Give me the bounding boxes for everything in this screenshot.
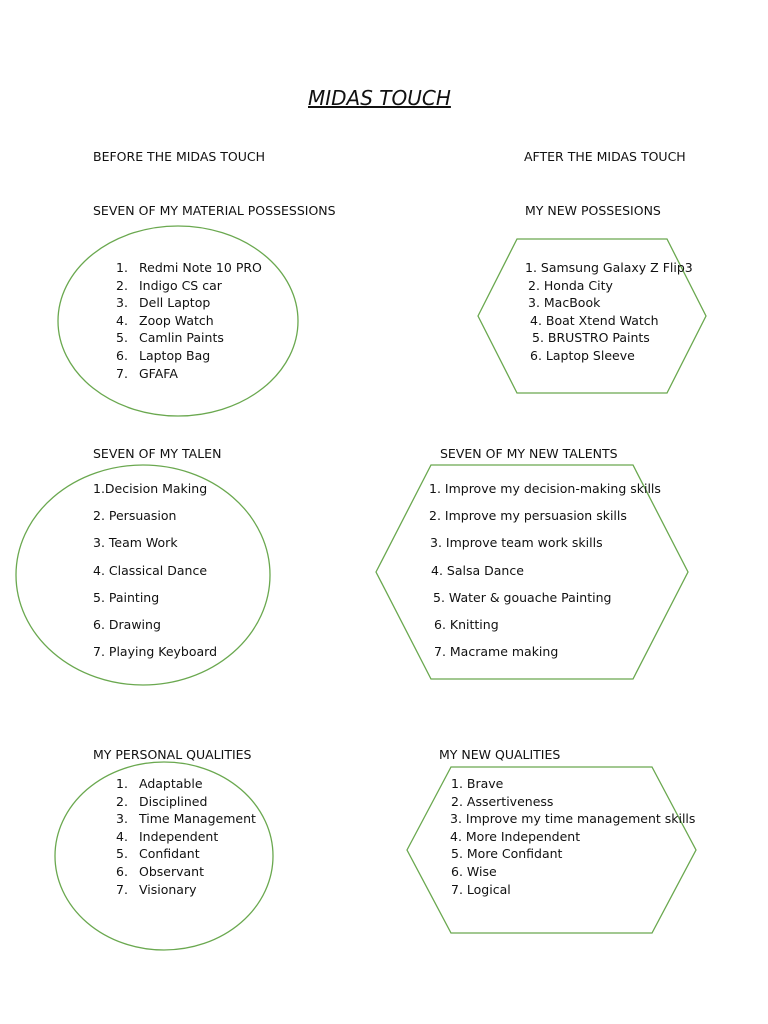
list-item-text: Laptop Bag xyxy=(139,347,211,363)
list-number: 6. xyxy=(116,863,128,879)
list-number: 4. xyxy=(116,828,128,844)
list-number: 1. xyxy=(116,260,128,275)
possessions-after-heading: MY NEW POSSESIONS xyxy=(525,203,661,218)
list-item xyxy=(429,475,661,502)
list-item-text: 3. Improve team work skills xyxy=(430,535,603,551)
list-item xyxy=(450,810,695,828)
list-item-text: 7. Logical xyxy=(451,881,511,897)
list-item xyxy=(93,502,217,529)
list-item-text: Indigo CS car xyxy=(139,277,222,293)
possessions-before-list xyxy=(116,259,262,382)
list-number: 3. xyxy=(116,811,128,827)
list-item-text: 3. MacBook xyxy=(528,295,601,311)
list-item xyxy=(116,347,262,365)
list-item xyxy=(116,863,256,881)
talents-before-list xyxy=(93,475,217,665)
list-item xyxy=(430,529,661,556)
list-item xyxy=(93,475,217,502)
list-item xyxy=(116,259,262,277)
list-item-text: Observant xyxy=(139,863,204,879)
list-number: 5. xyxy=(116,846,128,862)
list-item-text: Confidant xyxy=(139,846,200,862)
list-item-text: Visionary xyxy=(139,881,197,897)
list-item-text: 5. More Confidant xyxy=(451,846,563,862)
list-item-text: 1. Samsung Galaxy Z Flip3 xyxy=(525,260,693,275)
list-item xyxy=(116,365,262,383)
list-item xyxy=(530,312,693,330)
list-number: 2. xyxy=(116,277,128,293)
list-item xyxy=(451,881,695,899)
list-item-text: 2. Improve my persuasion skills xyxy=(429,508,627,524)
list-item xyxy=(450,828,695,846)
list-item xyxy=(116,294,262,312)
list-item xyxy=(116,277,262,295)
list-item-text: Dell Laptop xyxy=(139,295,211,311)
list-item-text: Adaptable xyxy=(139,776,203,791)
list-item-text: 2. Assertiveness xyxy=(451,793,554,809)
list-item-text: Time Management xyxy=(139,811,256,827)
list-item xyxy=(116,881,256,899)
list-item xyxy=(116,329,262,347)
list-item-text: 6. Drawing xyxy=(93,616,161,632)
talents-before-heading: SEVEN OF MY TALEN xyxy=(93,446,222,461)
list-item-text: 5. Painting xyxy=(93,589,160,605)
list-item xyxy=(93,557,217,584)
list-item-text: 4. Classical Dance xyxy=(93,562,208,578)
list-item xyxy=(93,638,217,665)
list-item xyxy=(116,828,256,846)
qualities-before-list xyxy=(116,775,256,898)
list-item xyxy=(116,810,256,828)
list-number: 7. xyxy=(116,365,128,381)
list-item-text: 5. Water & gouache Painting xyxy=(433,589,612,605)
list-item-text: 7. Playing Keyboard xyxy=(93,644,218,660)
list-number: 7. xyxy=(116,881,128,897)
list-number: 5. xyxy=(116,330,128,346)
list-item xyxy=(431,557,661,584)
list-item-text: 4. More Independent xyxy=(450,828,581,844)
list-item-text: 6. Knitting xyxy=(434,616,499,632)
list-number: 4. xyxy=(116,312,128,328)
list-number: 6. xyxy=(116,347,128,363)
list-item xyxy=(528,277,693,295)
list-item xyxy=(116,845,256,863)
list-item-text: 3. Improve my time management skills xyxy=(450,811,696,827)
list-item-text: Camlin Paints xyxy=(139,330,224,346)
list-number: 1. xyxy=(116,776,128,791)
list-item-text: 6. Wise xyxy=(451,863,497,879)
list-item xyxy=(116,793,256,811)
after-header: AFTER THE MIDAS TOUCH xyxy=(524,149,686,164)
list-number: 3. xyxy=(116,295,128,311)
list-item-text: Independent xyxy=(139,828,219,844)
list-item xyxy=(429,502,661,529)
list-item xyxy=(93,529,217,556)
list-item xyxy=(451,845,695,863)
list-item xyxy=(530,347,693,365)
list-number: 2. xyxy=(116,793,128,809)
list-item xyxy=(434,638,661,665)
list-item xyxy=(532,329,693,347)
talents-after-heading: SEVEN OF MY NEW TALENTS xyxy=(440,446,618,461)
qualities-after-list xyxy=(451,775,695,898)
list-item xyxy=(93,611,217,638)
list-item-text: 5. BRUSTRO Paints xyxy=(532,330,650,346)
list-item-text: 2. Honda City xyxy=(528,277,613,293)
list-item xyxy=(451,793,695,811)
possessions-before-heading: SEVEN OF MY MATERIAL POSSESSIONS xyxy=(93,203,336,218)
qualities-before-heading: MY PERSONAL QUALITIES xyxy=(93,747,252,762)
list-item-text: 1.Decision Making xyxy=(93,481,208,496)
qualities-after-heading: MY NEW QUALITIES xyxy=(439,747,561,762)
list-item xyxy=(116,312,262,330)
list-item xyxy=(434,611,661,638)
list-item-text: 2. Persuasion xyxy=(93,508,177,524)
list-item-text: Zoop Watch xyxy=(139,312,214,328)
list-item xyxy=(451,775,695,793)
list-item-text: 1. Improve my decision-making skills xyxy=(429,481,661,496)
list-item xyxy=(433,584,661,611)
list-item-text: 3. Team Work xyxy=(93,535,178,551)
before-header: BEFORE THE MIDAS TOUCH xyxy=(93,149,266,164)
list-item xyxy=(525,259,693,277)
list-item-text: 6. Laptop Sleeve xyxy=(530,347,635,363)
list-item-text: 7. Macrame making xyxy=(434,644,559,660)
talents-after-list xyxy=(429,475,661,665)
list-item-text: 1. Brave xyxy=(451,776,504,791)
list-item-text: GFAFA xyxy=(139,365,178,381)
possessions-after-list xyxy=(525,259,693,365)
list-item xyxy=(451,863,695,881)
list-item-text: 4. Boat Xtend Watch xyxy=(530,312,659,328)
list-item xyxy=(93,584,217,611)
list-item-text: Disciplined xyxy=(139,793,208,809)
list-item-text: Redmi Note 10 PRO xyxy=(139,260,262,275)
page-title: MIDAS TOUCH xyxy=(308,86,451,110)
list-item xyxy=(116,775,256,793)
list-item xyxy=(528,294,693,312)
list-item-text: 4. Salsa Dance xyxy=(431,562,524,578)
